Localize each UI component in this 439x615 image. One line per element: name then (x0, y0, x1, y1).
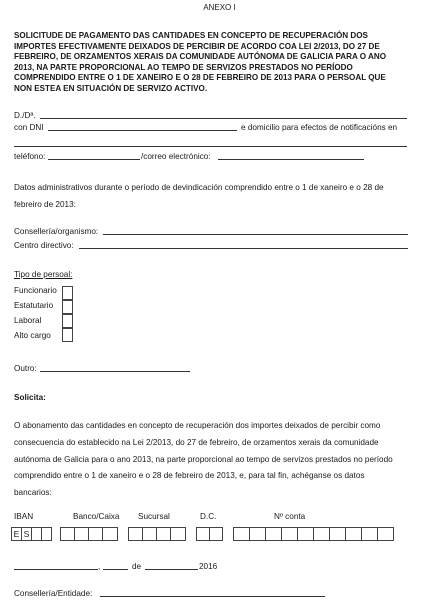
bank-header: Banco/Caixa (73, 512, 120, 521)
branch-cell[interactable] (156, 527, 171, 541)
request-line: autónoma de Galicia para o ano 2013, na parte proporcional ao tempo de servizos prestados no período (14, 454, 393, 464)
option-label: Estatutario (14, 301, 54, 310)
bank-cell[interactable] (88, 527, 103, 541)
dni-field[interactable] (48, 130, 237, 131)
iban-header: IBAN (14, 512, 34, 521)
email-field[interactable] (218, 159, 364, 160)
iban-cell[interactable] (41, 527, 52, 541)
branch-cell[interactable] (142, 527, 157, 541)
ministry-label: Consellería/organismo: (14, 227, 99, 236)
admin-data-line: febreiro de 2013: (14, 199, 76, 209)
title-line: IMPORTES EFECTIVAMENTE DEIXADOS DE PERCIBIR DE ACORDO COA LEI 2/2013, DO 27 DE (14, 41, 380, 51)
bank-cell[interactable] (74, 527, 89, 541)
branch-cell[interactable] (128, 527, 143, 541)
entity-field[interactable] (100, 596, 325, 597)
option-label: Funcionario (14, 286, 57, 295)
admin-data-text (14, 180, 424, 214)
other-label: Outro: (14, 364, 37, 373)
document-title (14, 31, 424, 95)
date-comma: , (98, 562, 101, 571)
title-line: SOLICITUDE DE PAGAMENTO DAS CANTIDADES EN CONCEPTO DE RECUPERACIÓN DOS (14, 31, 368, 40)
center-field[interactable] (79, 248, 408, 249)
place-field[interactable] (14, 569, 98, 570)
email-label: /correo electrónico: (141, 152, 211, 161)
date-de: de (132, 562, 142, 571)
iban-cell-s: S (21, 527, 32, 541)
dc-header: D.C. (200, 512, 217, 521)
branch-header: Sucursal (138, 512, 170, 521)
address-field[interactable] (14, 146, 407, 147)
account-header: Nº conta (274, 512, 306, 521)
dni-label: con DNI (14, 123, 44, 132)
phone-field[interactable] (48, 159, 140, 160)
month-field[interactable] (145, 569, 198, 570)
annex-heading: ANEXO I (203, 3, 236, 12)
account-cell[interactable] (281, 527, 298, 541)
bank-cell[interactable] (102, 527, 118, 541)
account-cell[interactable] (361, 527, 378, 541)
request-line: consecuencia do establecido na Lei 2/2013, do 27 de febreiro, de orzamentos xerais da comunidade (14, 437, 379, 447)
account-cell[interactable] (249, 527, 266, 541)
request-line: O abonamento das cantidades en concepto de recuperación dos importes deixados de percibir como (14, 421, 381, 430)
request-text (14, 418, 424, 502)
laboral-checkbox[interactable] (62, 314, 73, 328)
option-label: Laboral (14, 316, 42, 325)
funcionario-checkbox[interactable] (62, 286, 73, 300)
branch-cell[interactable] (170, 527, 186, 541)
account-cell[interactable] (377, 527, 394, 541)
title-line: NON ESTEA EN SITUACIÓN DE SERVIZO ACTIVO. (14, 83, 208, 93)
dc-cell[interactable] (196, 527, 210, 541)
alto-cargo-checkbox[interactable] (62, 328, 73, 342)
option-label: Alto cargo (14, 331, 51, 340)
bank-cell[interactable] (60, 527, 75, 541)
admin-data-line: Datos administrativos durante o período de devindicación comprendido entre o 1 de xaneiro e o 28 de (14, 183, 384, 192)
title-line: 2013, NA PARTE PROPORCIONAL AO TEMPO DE SERVIZOS PRESTADOS NO PERÍODO (14, 62, 353, 72)
ministry-field[interactable] (103, 234, 408, 235)
day-field[interactable] (103, 569, 128, 570)
account-cell[interactable] (345, 527, 362, 541)
other-field[interactable] (40, 371, 190, 372)
dc-cell[interactable] (209, 527, 223, 541)
account-cell[interactable] (265, 527, 282, 541)
account-cell[interactable] (329, 527, 346, 541)
name-field[interactable] (40, 118, 407, 119)
estatutario-checkbox[interactable] (62, 300, 73, 314)
iban-cell-e: E (11, 527, 22, 541)
request-line: comprendido entre o 1 de xaneiro e o 28 de febreiro de 2013, e, para tal fin, achéganse os datos (14, 471, 365, 481)
domicile-label: e domicilio para efectos de notificacións en (241, 123, 398, 132)
request-heading: Solicita: (14, 393, 46, 402)
center-label: Centro directivo: (14, 241, 74, 250)
account-cell[interactable] (297, 527, 314, 541)
title-line: FEBREIRO, DE ORZAMENTOS XERAIS DA COMUNIDADE AUTÓNOMA DE GALICIA PARA O ANO (14, 52, 387, 62)
account-cell[interactable] (233, 527, 250, 541)
entity-label: Consellería/Entidade: (14, 589, 93, 598)
date-year: 2016 (199, 562, 218, 571)
account-cell[interactable] (313, 527, 330, 541)
name-label: D./Dª. (14, 111, 36, 120)
request-line: bancarios: (14, 488, 52, 498)
phone-label: teléfono: (14, 152, 46, 161)
staff-type-heading: Tipo de persoal: (14, 270, 73, 279)
title-line: COMPRENDIDO ENTRE O 1 DE XANEIRO E O 28 DE FEBREIRO DE 2013 PARA O PERSOAL QUE (14, 73, 386, 83)
